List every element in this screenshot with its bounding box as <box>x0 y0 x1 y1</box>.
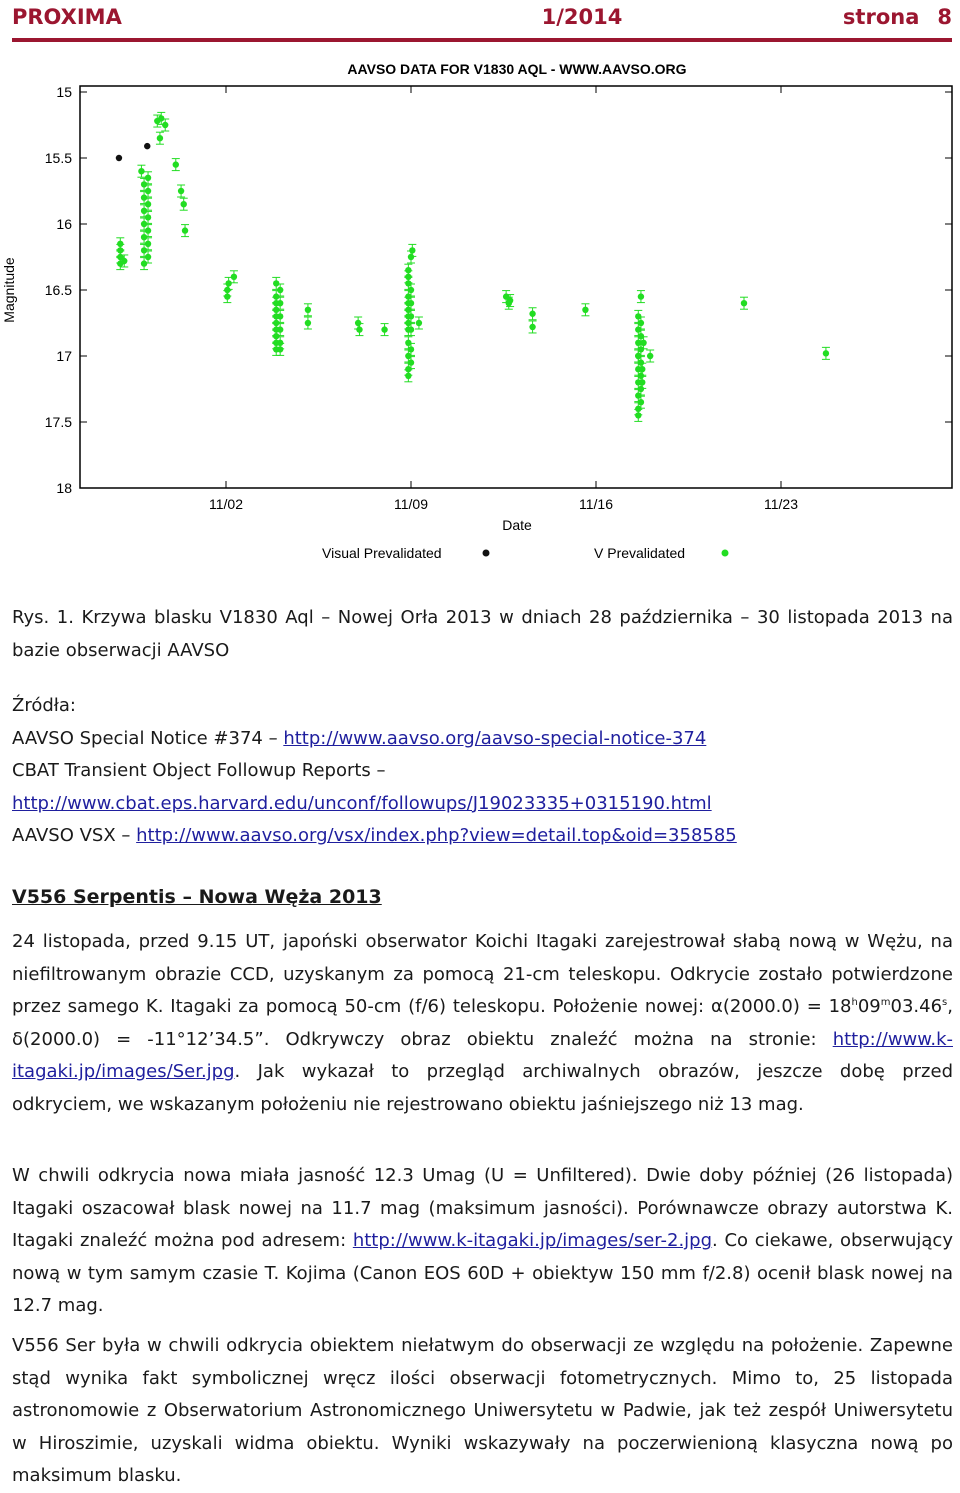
page-header <box>12 2 952 32</box>
paragraph-text: . Jak wykazał to przegląd archiwalnych obrazów, jeszcze dobę przed odkryciem, we wskazanym położeniu nie rejestrowano obiektu jaśniejszego niż 13 mag. <box>12 1061 953 1115</box>
source-item-link-line <box>12 788 953 821</box>
y-tick-label: 16.5 <box>44 282 72 298</box>
sources-list <box>12 690 953 853</box>
source-label: AAVSO VSX – <box>12 825 131 846</box>
article-paragraph-3 <box>12 1330 953 1493</box>
v-data-point <box>305 307 311 313</box>
v-data-point <box>277 287 283 293</box>
x-tick-label: 11/09 <box>394 496 428 512</box>
plot-frame <box>80 86 952 488</box>
legend-label-v: V Prevalidated <box>594 545 686 561</box>
v-data-point <box>529 311 535 317</box>
v-data-point <box>639 379 645 385</box>
v-data-point <box>305 320 311 326</box>
v-data-point <box>381 326 387 332</box>
v-data-point <box>141 208 147 214</box>
v-data-point <box>181 201 187 207</box>
v-data-point <box>529 324 535 330</box>
v-data-point <box>638 399 644 405</box>
light-curve-chart <box>0 48 960 578</box>
v-data-point <box>408 359 414 365</box>
v-data-point <box>635 412 641 418</box>
header-divider <box>12 38 952 42</box>
v-data-point <box>741 300 747 306</box>
v-data-point <box>145 254 151 260</box>
v-data-point <box>638 359 644 365</box>
v-data-point <box>638 293 644 299</box>
v-data-point <box>356 326 362 332</box>
v-data-point <box>408 313 414 319</box>
chart-legend <box>322 545 729 561</box>
v-data-point <box>138 168 144 174</box>
v-data-point <box>277 326 283 332</box>
v-data-point <box>145 188 151 194</box>
legend-marker-v <box>722 550 729 557</box>
x-axis <box>209 86 798 512</box>
page-number: 8 <box>937 5 952 29</box>
y-tick-label: 17 <box>56 348 72 364</box>
sources-heading: Źródła: <box>12 695 76 716</box>
v-data-point <box>231 274 237 280</box>
y-tick-label: 15.5 <box>44 150 72 166</box>
x-tick-label: 11/16 <box>579 496 613 512</box>
v-data-point <box>647 353 653 359</box>
visual-data-point <box>116 155 122 161</box>
v-data-point <box>638 373 644 379</box>
v-data-point <box>408 287 414 293</box>
paragraph-text: 09 <box>857 996 881 1017</box>
paragraph-text: . Co ciekawe, obserwujący nową w tym samym czasie T. Kojima (Canon EOS 60D + obiektyw 150 mm f/2.8) ocenił blask nowej na 12.7 mag. <box>12 1230 953 1316</box>
v-data-point <box>145 214 151 220</box>
source-item <box>12 755 953 788</box>
paragraph-text: W chwili odkrycia nowa miała jasność 12.3 Umag (U = Unfiltered). Dwie doby później (26 listopada) Itagaki oszacował blask nowej na 11.7 mag (maksimum jasności). Porównawcze obrazy autorstwa K. Itagaki znaleźć można pod adresem: <box>12 1165 953 1251</box>
figure-caption: Rys. 1. Krzywa blasku V1830 Aql – Nowej Orła 2013 w dniach 28 października – 30 listopada 2013 na bazie obserwacji AAVSO <box>12 607 953 661</box>
v-data-point <box>141 234 147 240</box>
v-data-point <box>141 247 147 253</box>
page-indicator <box>843 5 952 29</box>
v-data-point <box>409 247 415 253</box>
x-tick-label: 11/02 <box>209 496 243 512</box>
article-paragraph-2 <box>12 1160 953 1323</box>
y-axis <box>45 84 952 496</box>
visual-data-point <box>144 143 150 149</box>
article-paragraph-1 <box>12 926 953 1121</box>
v-data-point <box>225 280 231 286</box>
source-link[interactable]: http://www.cbat.eps.harvard.edu/unconf/followups/J19023335+0315190.html <box>12 792 712 814</box>
v-data-point <box>416 320 422 326</box>
v-data-point <box>507 297 513 303</box>
legend-label-visual: Visual Prevalidated <box>322 545 442 561</box>
comparison-images-link[interactable]: http://www.k-itagaki.jp/images/ser-2.jpg <box>352 1230 713 1251</box>
paragraph-text: 24 listopada, przed 9.15 UT, japoński obserwator Koichi Itagaki zarejestrował słabą nową w Wężu, na niefiltrowanym obrazie CCD, uzyskanym za pomocą 21-cm teleskopu. Odkrycie zostało potwierdzone przez samego K. Itagaki za pomocą 50-cm (f/6) teleskopu. Położenie nowej: α(2000.0) = 18 <box>12 931 953 1017</box>
ra-hours-unit: h <box>851 997 858 1008</box>
source-link[interactable]: http://www.aavso.org/aavso-special-notice-374 <box>283 727 707 749</box>
v-data-point <box>405 373 411 379</box>
v-data-point <box>158 115 164 121</box>
legend-marker-visual <box>483 550 490 557</box>
y-tick-label: 15 <box>56 84 72 100</box>
x-axis-label: Date <box>502 517 532 533</box>
article-title: V556 Serpentis – Nowa Węża 2013 <box>12 886 382 908</box>
v-data-point <box>277 346 283 352</box>
v-data-point <box>582 307 588 313</box>
v-data-point <box>141 260 147 266</box>
v-data-point <box>224 293 230 299</box>
v-data-point <box>157 135 163 141</box>
v-data-point <box>408 346 414 352</box>
v-data-point <box>162 122 168 128</box>
paragraph-text: , δ(2000.0) = -11°12’34.5”. Odkrywczy obraz obiektu znaleźć można na stronie: <box>12 996 953 1050</box>
v-data-point <box>638 386 644 392</box>
y-axis-label: Magnitude <box>1 257 17 323</box>
v-data-point <box>178 188 184 194</box>
v-data-point <box>823 350 829 356</box>
paragraph-text: 03.46 <box>890 996 943 1017</box>
discovery-image-link[interactable]: http://www.k-itagaki.jp/images/Ser.jpg <box>12 1028 953 1082</box>
issue-number: 1/2014 <box>541 5 623 29</box>
page-label: strona <box>842 5 920 29</box>
ra-seconds-unit: s <box>942 997 948 1008</box>
v-data-point <box>145 201 151 207</box>
paragraph-text: V556 Ser była w chwili odkrycia obiektem niełatwym do obserwacji ze względu na położenie. Zapewne stąd wynika fakt symbolicznej wręcz ilości obserwacji fotometrycznych. Mimo to, 25 listopada astronomowie z Obserwatorium Astronomicznego Uniwersytetu w Padwie, jak też zespół Uniwersytetu w Hiroszimie, uzyskali widma obiektu. Wyniki wskazywały na poczerwienioną klasyczna nową po maksimum blasku. <box>12 1335 953 1486</box>
x-tick-label: 11/23 <box>764 496 798 512</box>
y-tick-label: 18 <box>56 480 72 496</box>
v-data-point <box>408 300 414 306</box>
v-data-point <box>145 227 151 233</box>
v-data-point <box>145 175 151 181</box>
v-data-point <box>355 320 361 326</box>
source-item <box>12 723 953 756</box>
source-label: CBAT Transient Object Followup Reports – <box>12 760 386 781</box>
v-data-point <box>405 267 411 273</box>
v-data-point <box>182 227 188 233</box>
v-data-point <box>273 280 279 286</box>
v-data-point <box>117 241 123 247</box>
chart-title: AAVSO DATA FOR V1830 AQL - WWW.AAVSO.ORG <box>347 61 687 77</box>
v-data-point <box>121 258 127 264</box>
ra-minutes-unit: m <box>880 997 891 1008</box>
v-data-point <box>638 320 644 326</box>
source-link[interactable]: http://www.aavso.org/vsx/index.php?view=detail.top&oid=358585 <box>136 825 737 846</box>
v-data-point <box>173 161 179 167</box>
y-tick-label: 17.5 <box>44 414 72 430</box>
v-data-point <box>408 254 414 260</box>
v-data-point <box>640 340 646 346</box>
v-data-point <box>141 181 147 187</box>
v-data-point <box>639 366 645 372</box>
magazine-title: PROXIMA <box>12 5 122 29</box>
v-data-point <box>141 194 147 200</box>
v-data-point <box>277 313 283 319</box>
source-item <box>12 820 953 853</box>
v-data-point <box>277 300 283 306</box>
v-data-point <box>145 241 151 247</box>
source-label: AAVSO Special Notice #374 – <box>12 727 278 749</box>
y-tick-label: 16 <box>56 216 72 232</box>
v-data-point <box>408 326 414 332</box>
v-data-point <box>141 221 147 227</box>
data-points <box>116 112 830 421</box>
